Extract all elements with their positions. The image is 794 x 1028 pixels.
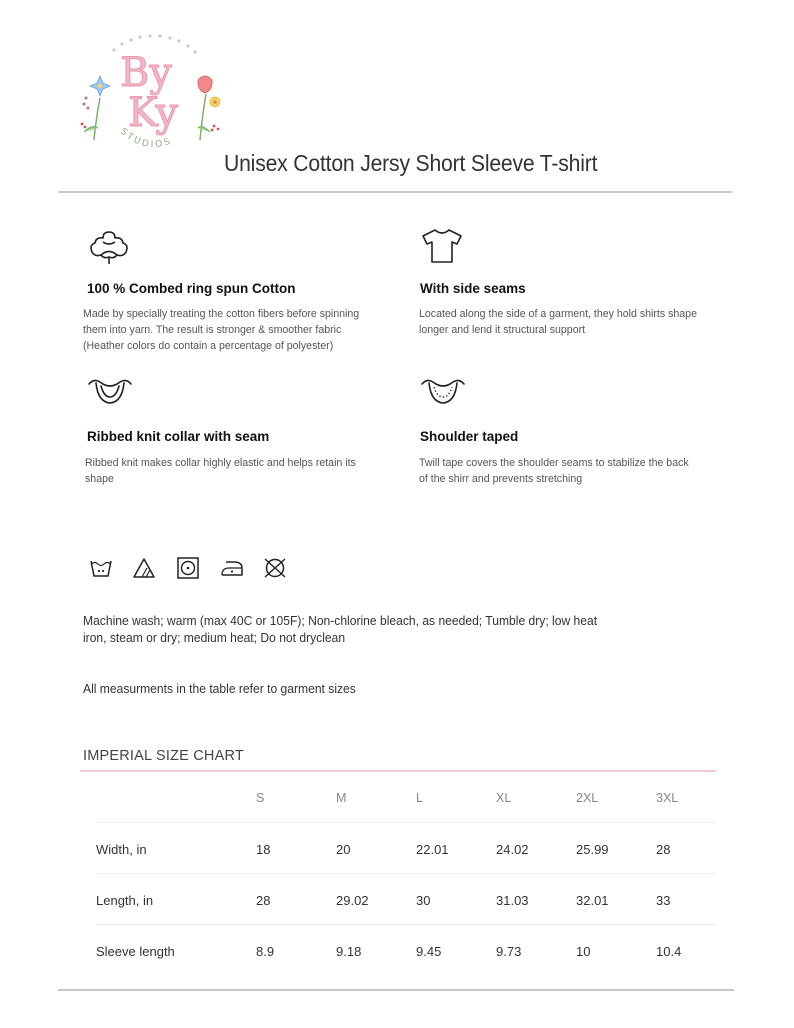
table-cell: 22.01 bbox=[416, 842, 449, 857]
table-cell: 28 bbox=[256, 893, 271, 908]
tumble-dry-icon bbox=[176, 556, 200, 580]
header-divider bbox=[58, 191, 732, 193]
feature-desc-side-seams: Located along the side of a garment, they hold shirts shape longer and lend it structural support bbox=[419, 308, 697, 336]
size-header-3xl: 3XL bbox=[656, 791, 679, 805]
table-cell: 8.9 bbox=[256, 944, 275, 959]
feature-desc-cotton: Made by specially treating the cotton fibers before spinning them into yarn. The result is stronger & smoother fabric (Heather colors do contain a percentage of polyester) bbox=[83, 308, 360, 352]
table-row-label-length: Length, in bbox=[96, 893, 154, 908]
table-cell: 9.73 bbox=[496, 944, 522, 959]
logo-ky-text: Ky bbox=[128, 90, 178, 136]
feature-title-side-seams: With side seams bbox=[420, 281, 526, 296]
table-cell: 30 bbox=[416, 893, 431, 908]
size-header-s: S bbox=[256, 791, 265, 805]
size-chart-title: IMPERIAL SIZE CHART bbox=[83, 748, 244, 764]
logo-studios-text: STUDIOS bbox=[118, 126, 175, 151]
feature-desc-shoulder-taped: Twill tape covers the shoulder seams to stabilize the back of the shirr and prevents stretching bbox=[419, 457, 689, 485]
no-dryclean-icon bbox=[262, 556, 288, 580]
table-row-divider bbox=[96, 873, 716, 874]
footer-divider bbox=[58, 989, 734, 991]
table-cell: 33 bbox=[656, 893, 671, 908]
taped-collar-icon bbox=[419, 376, 467, 408]
table-cell: 18 bbox=[256, 842, 271, 857]
logo-by-text: By bbox=[120, 50, 172, 96]
table-cell: 28 bbox=[656, 842, 671, 857]
feature-title-collar: Ribbed knit collar with seam bbox=[87, 429, 270, 444]
page-title: Unisex Cotton Jersy Short Sleeve T-shirt bbox=[224, 150, 598, 176]
table-cell: 10.4 bbox=[656, 944, 682, 959]
table-cell: 29.02 bbox=[336, 893, 369, 908]
size-header-xl: XL bbox=[496, 791, 512, 805]
feature-desc-collar: Ribbed knit makes collar highly elastic and helps retain its shape bbox=[85, 457, 356, 485]
cotton-flower-icon bbox=[86, 226, 132, 266]
feature-title-cotton: 100 % Combed ring spun Cotton bbox=[87, 281, 296, 296]
feature-title-shoulder-taped: Shoulder taped bbox=[420, 429, 519, 444]
collar-icon bbox=[86, 376, 134, 408]
table-cell: 25.99 bbox=[576, 842, 609, 857]
table-row-label-sleeve: Sleeve length bbox=[96, 944, 175, 959]
table-cell: 31.03 bbox=[496, 893, 529, 908]
table-cell: 10 bbox=[576, 944, 591, 959]
table-row-label-width: Width, in bbox=[96, 842, 147, 857]
t-shirt-icon bbox=[419, 226, 465, 266]
table-cell: 32.01 bbox=[576, 893, 609, 908]
table-row-divider bbox=[96, 924, 716, 925]
table-cell: 9.45 bbox=[416, 944, 442, 959]
size-chart-accent-rule bbox=[80, 770, 716, 772]
size-header-2xl: 2XL bbox=[576, 791, 599, 805]
table-row-divider bbox=[96, 822, 716, 823]
iron-low-icon bbox=[219, 556, 245, 580]
bleach-icon bbox=[132, 556, 156, 580]
byky-studios-logo bbox=[74, 28, 228, 158]
measurement-note: All measurments in the table refer to garment sizes bbox=[83, 681, 356, 696]
table-cell: 9.18 bbox=[336, 944, 362, 959]
wash-40-icon bbox=[89, 556, 113, 580]
care-instructions: Machine wash; warm (max 40C or 105F); Non-chlorine bleach, as needed; Tumble dry; low heat iron, steam or dry; medium heat; Do not dryclean bbox=[83, 613, 598, 645]
size-header-m: M bbox=[336, 791, 347, 805]
table-cell: 20 bbox=[336, 842, 351, 857]
size-header-l: L bbox=[416, 791, 423, 805]
table-cell: 24.02 bbox=[496, 842, 529, 857]
